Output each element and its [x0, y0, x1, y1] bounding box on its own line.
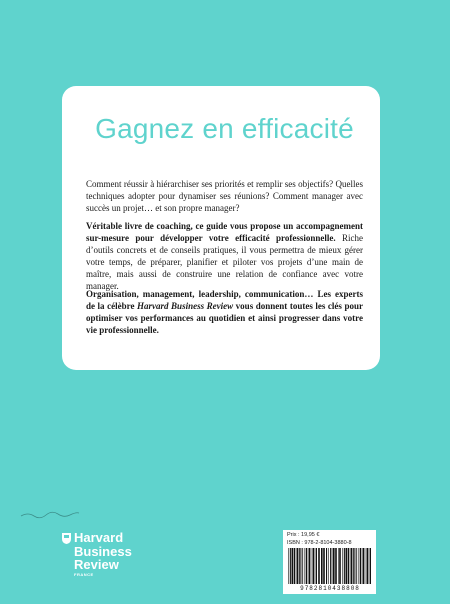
closing-after: vous donnent toutes les clés pour optimiser vos performances au quotidien et ainsi progresser dans votre vie professionnelle. — [86, 301, 363, 335]
closing-before: Organisation, management, leadership, communication… Les experts de la célèbre — [86, 289, 363, 311]
page-title: Gagnez en efficacité — [95, 113, 354, 144]
description-rest: Riche d’outils concrets et de conseils pratiques, il vous permettra de mieux gérer votre temps, de préparer, planifier et piloter vos projets d’une main de maître, mais aussi de construire une relation de confiance avec votre manager. — [86, 233, 363, 291]
publisher-logo — [62, 531, 152, 577]
closing-italic: Harvard Business Review — [137, 301, 234, 311]
logo-text-review: Review — [74, 557, 119, 572]
intro-paragraph: Comment réussir à hiérarchiser ses priorités et remplir ses objectifs? Quelles techniques adopter pour dynamiser ses réunions? Comment manager avec succès un projet… et son propre manager? — [86, 179, 363, 213]
description-bold: Véritable livre de coaching, ce guide vous propose un accompagnement sur-mesure pour développer votre efficacité professionnelle. — [86, 221, 363, 243]
price-label — [283, 530, 376, 594]
closing-paragraph — [86, 288, 363, 336]
isbn-text: ISBN : 978-2-8104-3880-8 — [287, 540, 352, 546]
price-text: Prix : 19,95 € — [287, 532, 320, 538]
barcode — [287, 548, 373, 584]
barcode-number: 9782810438808 — [300, 585, 360, 592]
logo-text-business: Business — [74, 544, 132, 559]
logo-text-harvard: Harvard — [74, 530, 124, 545]
logo-text-france: FRANCE — [74, 572, 94, 577]
shield-icon — [62, 533, 71, 544]
scribble-mark — [20, 510, 80, 520]
description-paragraph — [86, 220, 363, 292]
